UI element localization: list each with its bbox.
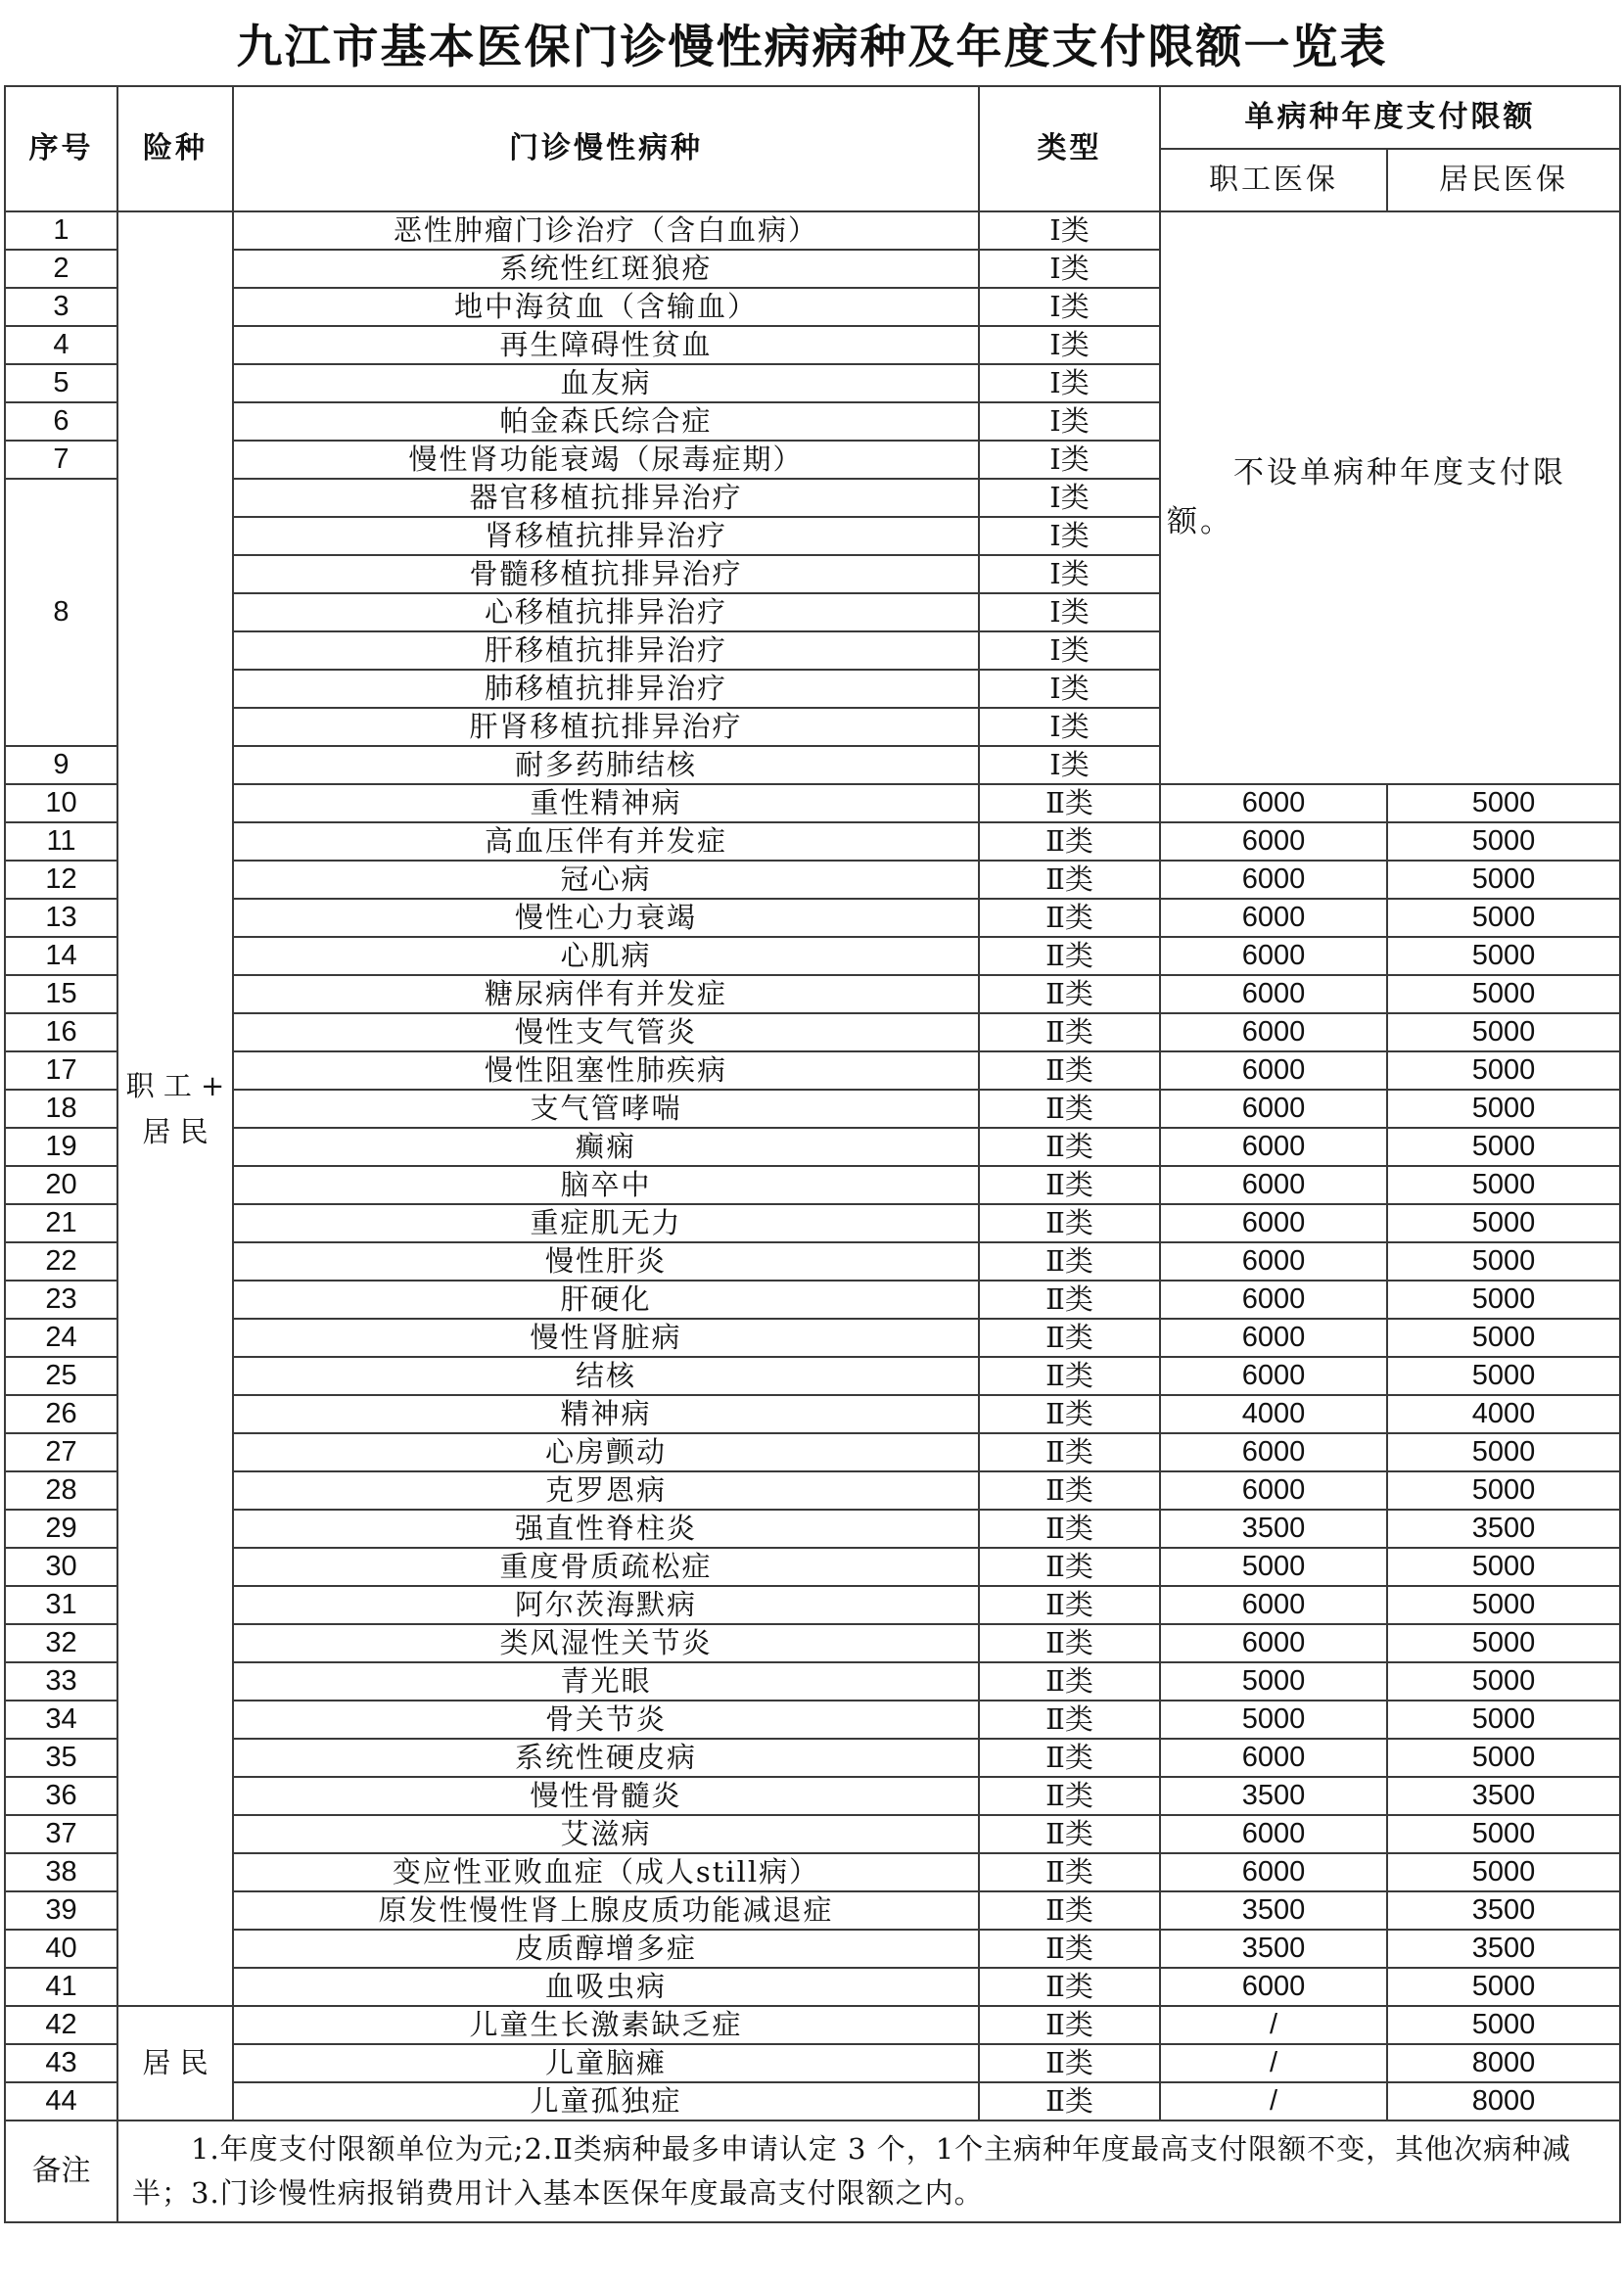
header-resident: 居民医保 bbox=[1387, 149, 1620, 211]
document-title: 九江市基本医保门诊慢性病病种及年度支付限额一览表 bbox=[236, 20, 1388, 74]
employee-limit-cell: 6000 bbox=[1160, 1471, 1387, 1510]
class-cell: Ⅱ类 bbox=[979, 1013, 1160, 1051]
disease-cell: 地中海贫血（含输血） bbox=[233, 288, 979, 326]
table-row bbox=[5, 1204, 1620, 1242]
class-cell: Ⅱ类 bbox=[979, 1242, 1160, 1281]
class-cell: Ⅱ类 bbox=[979, 1586, 1160, 1624]
table-row bbox=[5, 1777, 1620, 1815]
class-cell: Ⅱ类 bbox=[979, 1853, 1160, 1891]
table-row bbox=[5, 1395, 1620, 1433]
table-row bbox=[5, 2082, 1620, 2121]
resident-limit-cell: 5000 bbox=[1387, 1166, 1620, 1204]
resident-limit-cell: 3500 bbox=[1387, 1891, 1620, 1930]
employee-limit-cell: 3500 bbox=[1160, 1777, 1387, 1815]
table-row bbox=[5, 2044, 1620, 2082]
disease-cell: 慢性阻塞性肺疾病 bbox=[233, 1051, 979, 1090]
resident-limit-cell: 5000 bbox=[1387, 861, 1620, 899]
disease-cell: 糖尿病伴有并发症 bbox=[233, 975, 979, 1013]
disease-cell: 艾滋病 bbox=[233, 1815, 979, 1853]
employee-limit-cell: 6000 bbox=[1160, 1433, 1387, 1471]
disease-cell: 血友病 bbox=[233, 364, 979, 402]
table-row bbox=[5, 1166, 1620, 1204]
disease-cell: 重性精神病 bbox=[233, 784, 979, 822]
employee-limit-cell: / bbox=[1160, 2082, 1387, 2121]
class-cell: Ⅱ类 bbox=[979, 899, 1160, 937]
table-row bbox=[5, 1357, 1620, 1395]
class-cell: Ⅰ类 bbox=[979, 441, 1160, 479]
class-cell: Ⅰ类 bbox=[979, 326, 1160, 364]
disease-cell: 肾移植抗排异治疗 bbox=[233, 517, 979, 555]
resident-limit-cell: 5000 bbox=[1387, 1548, 1620, 1586]
resident-limit-cell: 3500 bbox=[1387, 1510, 1620, 1548]
class-cell: Ⅱ类 bbox=[979, 2082, 1160, 2121]
disease-cell: 强直性脊柱炎 bbox=[233, 1510, 979, 1548]
employee-limit-cell: 4000 bbox=[1160, 1395, 1387, 1433]
employee-limit-cell: / bbox=[1160, 2006, 1387, 2044]
table-row bbox=[5, 1624, 1620, 1662]
header-class: 类型 bbox=[979, 86, 1160, 211]
class-cell: Ⅱ类 bbox=[979, 1891, 1160, 1930]
resident-limit-cell: 3500 bbox=[1387, 1930, 1620, 1968]
seq-cell: 16 bbox=[5, 1013, 117, 1051]
table-row bbox=[5, 1242, 1620, 1281]
seq-cell: 23 bbox=[5, 1281, 117, 1319]
seq-cell: 25 bbox=[5, 1357, 117, 1395]
disease-cell: 骨髓移植抗排异治疗 bbox=[233, 555, 979, 593]
seq-cell: 41 bbox=[5, 1968, 117, 2006]
resident-limit-cell: 8000 bbox=[1387, 2082, 1620, 2121]
header-employee: 职工医保 bbox=[1160, 149, 1387, 211]
table-row bbox=[5, 1739, 1620, 1777]
employee-limit-cell: 6000 bbox=[1160, 1013, 1387, 1051]
class-cell: Ⅰ类 bbox=[979, 670, 1160, 708]
header-seq: 序号 bbox=[5, 86, 117, 211]
resident-limit-cell: 5000 bbox=[1387, 1662, 1620, 1701]
employee-limit-cell: / bbox=[1160, 2044, 1387, 2082]
table-row bbox=[5, 1319, 1620, 1357]
class-cell: Ⅱ类 bbox=[979, 822, 1160, 861]
disease-cell: 慢性肝炎 bbox=[233, 1242, 979, 1281]
disease-cell: 帕金森氏综合症 bbox=[233, 402, 979, 441]
seq-cell: 36 bbox=[5, 1777, 117, 1815]
seq-cell: 43 bbox=[5, 2044, 117, 2082]
resident-limit-cell: 8000 bbox=[1387, 2044, 1620, 2082]
seq-cell: 3 bbox=[5, 288, 117, 326]
table-row bbox=[5, 1128, 1620, 1166]
seq-cell: 27 bbox=[5, 1433, 117, 1471]
disease-cell: 重度骨质疏松症 bbox=[233, 1548, 979, 1586]
seq-cell: 2 bbox=[5, 250, 117, 288]
resident-limit-cell: 5000 bbox=[1387, 899, 1620, 937]
seq-cell: 35 bbox=[5, 1739, 117, 1777]
employee-limit-cell: 3500 bbox=[1160, 1930, 1387, 1968]
class-cell: Ⅱ类 bbox=[979, 1357, 1160, 1395]
class-cell: Ⅰ类 bbox=[979, 555, 1160, 593]
disease-cell: 慢性骨髓炎 bbox=[233, 1777, 979, 1815]
employee-limit-cell: 5000 bbox=[1160, 1548, 1387, 1586]
employee-limit-cell: 6000 bbox=[1160, 822, 1387, 861]
resident-limit-cell: 5000 bbox=[1387, 1433, 1620, 1471]
disease-cell: 肝移植抗排异治疗 bbox=[233, 631, 979, 670]
class-cell: Ⅱ类 bbox=[979, 1662, 1160, 1701]
employee-limit-cell: 6000 bbox=[1160, 1281, 1387, 1319]
employee-limit-cell: 6000 bbox=[1160, 899, 1387, 937]
class-cell: Ⅰ类 bbox=[979, 288, 1160, 326]
seq-cell: 44 bbox=[5, 2082, 117, 2121]
table-row bbox=[5, 1548, 1620, 1586]
seq-cell: 31 bbox=[5, 1586, 117, 1624]
table-row bbox=[5, 1281, 1620, 1319]
seq-cell: 1 bbox=[5, 211, 117, 250]
class-cell: Ⅰ类 bbox=[979, 211, 1160, 250]
seq-cell: 28 bbox=[5, 1471, 117, 1510]
class-cell: Ⅰ类 bbox=[979, 593, 1160, 631]
seq-cell: 6 bbox=[5, 402, 117, 441]
disease-cell: 恶性肿瘤门诊治疗（含白血病） bbox=[233, 211, 979, 250]
table-row bbox=[5, 1853, 1620, 1891]
disease-cell: 癫痫 bbox=[233, 1128, 979, 1166]
disease-cell: 耐多药肺结核 bbox=[233, 746, 979, 784]
employee-limit-cell: 6000 bbox=[1160, 1204, 1387, 1242]
resident-limit-cell: 5000 bbox=[1387, 1013, 1620, 1051]
table-row bbox=[5, 899, 1620, 937]
resident-limit-cell: 5000 bbox=[1387, 1204, 1620, 1242]
disease-cell: 高血压伴有并发症 bbox=[233, 822, 979, 861]
employee-limit-cell: 6000 bbox=[1160, 1242, 1387, 1281]
seq-cell: 39 bbox=[5, 1891, 117, 1930]
resident-limit-cell: 3500 bbox=[1387, 1777, 1620, 1815]
disease-cell: 结核 bbox=[233, 1357, 979, 1395]
class-cell: Ⅱ类 bbox=[979, 861, 1160, 899]
table-row bbox=[5, 1701, 1620, 1739]
disease-cell: 肝肾移植抗排异治疗 bbox=[233, 708, 979, 746]
table-row bbox=[5, 1433, 1620, 1471]
class-cell: Ⅱ类 bbox=[979, 2006, 1160, 2044]
header-row bbox=[5, 86, 1620, 149]
disease-cell: 再生障碍性贫血 bbox=[233, 326, 979, 364]
disease-cell: 心房颤动 bbox=[233, 1433, 979, 1471]
seq-cell: 10 bbox=[5, 784, 117, 822]
seq-cell: 21 bbox=[5, 1204, 117, 1242]
seq-cell: 15 bbox=[5, 975, 117, 1013]
seq-cell: 17 bbox=[5, 1051, 117, 1090]
class-cell: Ⅰ类 bbox=[979, 517, 1160, 555]
employee-limit-cell: 6000 bbox=[1160, 1815, 1387, 1853]
seq-cell: 4 bbox=[5, 326, 117, 364]
seq-cell: 12 bbox=[5, 861, 117, 899]
class-cell: Ⅱ类 bbox=[979, 784, 1160, 822]
disease-cell: 支气管哮喘 bbox=[233, 1090, 979, 1128]
disease-cell: 慢性肾脏病 bbox=[233, 1319, 979, 1357]
disease-cell: 阿尔茨海默病 bbox=[233, 1586, 979, 1624]
employee-limit-cell: 3500 bbox=[1160, 1510, 1387, 1548]
seq-cell: 11 bbox=[5, 822, 117, 861]
table-row bbox=[5, 1662, 1620, 1701]
class-cell: Ⅱ类 bbox=[979, 1090, 1160, 1128]
insurance-group-cell: 居 民 bbox=[117, 2006, 233, 2121]
disease-cell: 冠心病 bbox=[233, 861, 979, 899]
seq-cell: 26 bbox=[5, 1395, 117, 1433]
class-cell: Ⅰ类 bbox=[979, 479, 1160, 517]
header-insurance: 险种 bbox=[117, 86, 233, 211]
disease-cell: 青光眼 bbox=[233, 1662, 979, 1701]
disease-cell: 变应性亚败血症（成人still病） bbox=[233, 1853, 979, 1891]
employee-limit-cell: 6000 bbox=[1160, 937, 1387, 975]
class-cell: Ⅰ类 bbox=[979, 746, 1160, 784]
header-disease: 门诊慢性病种 bbox=[233, 86, 979, 211]
seq-cell: 22 bbox=[5, 1242, 117, 1281]
disease-cell: 儿童孤独症 bbox=[233, 2082, 979, 2121]
table-row bbox=[5, 1968, 1620, 2006]
resident-limit-cell: 5000 bbox=[1387, 1701, 1620, 1739]
class-cell: Ⅱ类 bbox=[979, 1510, 1160, 1548]
resident-limit-cell: 5000 bbox=[1387, 1968, 1620, 2006]
table-row bbox=[5, 1013, 1620, 1051]
class-cell: Ⅱ类 bbox=[979, 1395, 1160, 1433]
class-cell: Ⅱ类 bbox=[979, 1815, 1160, 1853]
class-cell: Ⅰ类 bbox=[979, 402, 1160, 441]
employee-limit-cell: 6000 bbox=[1160, 1586, 1387, 1624]
class-cell: Ⅰ类 bbox=[979, 631, 1160, 670]
class-cell: Ⅱ类 bbox=[979, 1930, 1160, 1968]
table-row bbox=[5, 1815, 1620, 1853]
class-cell: Ⅱ类 bbox=[979, 2044, 1160, 2082]
seq-cell: 9 bbox=[5, 746, 117, 784]
disease-cell: 类风湿性关节炎 bbox=[233, 1624, 979, 1662]
table-row bbox=[5, 1090, 1620, 1128]
employee-limit-cell: 6000 bbox=[1160, 975, 1387, 1013]
notes-label: 备注 bbox=[5, 2121, 117, 2222]
disease-cell: 系统性硬皮病 bbox=[233, 1739, 979, 1777]
table-row bbox=[5, 1510, 1620, 1548]
class-cell: Ⅱ类 bbox=[979, 1319, 1160, 1357]
class-cell: Ⅱ类 bbox=[979, 1433, 1160, 1471]
class-cell: Ⅱ类 bbox=[979, 1281, 1160, 1319]
disease-cell: 脑卒中 bbox=[233, 1166, 979, 1204]
resident-limit-cell: 5000 bbox=[1387, 1128, 1620, 1166]
table-row bbox=[5, 975, 1620, 1013]
employee-limit-cell: 5000 bbox=[1160, 1662, 1387, 1701]
seq-cell: 7 bbox=[5, 441, 117, 479]
resident-limit-cell: 5000 bbox=[1387, 1357, 1620, 1395]
class-cell: Ⅱ类 bbox=[979, 1777, 1160, 1815]
employee-limit-cell: 6000 bbox=[1160, 1319, 1387, 1357]
disease-cell: 慢性支气管炎 bbox=[233, 1013, 979, 1051]
class-cell: Ⅰ类 bbox=[979, 364, 1160, 402]
employee-limit-cell: 6000 bbox=[1160, 1357, 1387, 1395]
class-cell: Ⅱ类 bbox=[979, 975, 1160, 1013]
resident-limit-cell: 5000 bbox=[1387, 1815, 1620, 1853]
seq-cell: 33 bbox=[5, 1662, 117, 1701]
class-cell: Ⅱ类 bbox=[979, 1739, 1160, 1777]
table-row bbox=[5, 1930, 1620, 1968]
resident-limit-cell: 5000 bbox=[1387, 1739, 1620, 1777]
insurance-group-cell: 职 工 + 居 民 bbox=[117, 211, 233, 2006]
seq-cell: 42 bbox=[5, 2006, 117, 2044]
disease-cell: 肺移植抗排异治疗 bbox=[233, 670, 979, 708]
class-cell: Ⅱ类 bbox=[979, 1624, 1160, 1662]
disease-cell: 慢性心力衰竭 bbox=[233, 899, 979, 937]
employee-limit-cell: 6000 bbox=[1160, 1090, 1387, 1128]
resident-limit-cell: 4000 bbox=[1387, 1395, 1620, 1433]
disease-cell: 器官移植抗排异治疗 bbox=[233, 479, 979, 517]
seq-cell: 19 bbox=[5, 1128, 117, 1166]
resident-limit-cell: 5000 bbox=[1387, 2006, 1620, 2044]
resident-limit-cell: 5000 bbox=[1387, 1853, 1620, 1891]
class-cell: Ⅱ类 bbox=[979, 1701, 1160, 1739]
seq-cell: 37 bbox=[5, 1815, 117, 1853]
employee-limit-cell: 6000 bbox=[1160, 1853, 1387, 1891]
table-row bbox=[5, 1471, 1620, 1510]
disease-cell: 皮质醇增多症 bbox=[233, 1930, 979, 1968]
class-cell: Ⅰ类 bbox=[979, 250, 1160, 288]
employee-limit-cell: 6000 bbox=[1160, 1968, 1387, 2006]
table-row bbox=[5, 822, 1620, 861]
disease-cell: 克罗恩病 bbox=[233, 1471, 979, 1510]
table-row bbox=[5, 784, 1620, 822]
resident-limit-cell: 5000 bbox=[1387, 784, 1620, 822]
employee-limit-cell: 6000 bbox=[1160, 784, 1387, 822]
table-row bbox=[5, 937, 1620, 975]
employee-limit-cell: 6000 bbox=[1160, 1051, 1387, 1090]
header-annual-limit: 单病种年度支付限额 bbox=[1160, 86, 1620, 149]
employee-limit-cell: 3500 bbox=[1160, 1891, 1387, 1930]
employee-limit-cell: 5000 bbox=[1160, 1701, 1387, 1739]
notes-text: 1.年度支付限额单位为元;2.Ⅱ类病种最多申请认定 3 个，1个主病种年度最高支付限额不变，其他次病种减半；3.门诊慢性病报销费用计入基本医保年度最高支付限额之内。 bbox=[117, 2121, 1620, 2222]
seq-cell: 18 bbox=[5, 1090, 117, 1128]
disease-cell: 骨关节炎 bbox=[233, 1701, 979, 1739]
table-row bbox=[5, 211, 1620, 250]
no-limit-cell: 不设单病种年度支付限额。 bbox=[1160, 211, 1620, 784]
seq-cell: 29 bbox=[5, 1510, 117, 1548]
seq-cell: 8 bbox=[5, 479, 117, 746]
seq-cell: 30 bbox=[5, 1548, 117, 1586]
resident-limit-cell: 5000 bbox=[1387, 1051, 1620, 1090]
class-cell: Ⅱ类 bbox=[979, 937, 1160, 975]
resident-limit-cell: 5000 bbox=[1387, 1471, 1620, 1510]
seq-cell: 32 bbox=[5, 1624, 117, 1662]
resident-limit-cell: 5000 bbox=[1387, 1090, 1620, 1128]
disease-cell: 儿童生长激素缺乏症 bbox=[233, 2006, 979, 2044]
seq-cell: 40 bbox=[5, 1930, 117, 1968]
disease-cell: 精神病 bbox=[233, 1395, 979, 1433]
disease-cell: 血吸虫病 bbox=[233, 1968, 979, 2006]
class-cell: Ⅱ类 bbox=[979, 1968, 1160, 2006]
class-cell: Ⅱ类 bbox=[979, 1128, 1160, 1166]
seq-cell: 14 bbox=[5, 937, 117, 975]
class-cell: Ⅱ类 bbox=[979, 1166, 1160, 1204]
table-row bbox=[5, 1586, 1620, 1624]
disease-cell: 重症肌无力 bbox=[233, 1204, 979, 1242]
employee-limit-cell: 6000 bbox=[1160, 1624, 1387, 1662]
disease-cell: 肝硬化 bbox=[233, 1281, 979, 1319]
disease-cell: 儿童脑瘫 bbox=[233, 2044, 979, 2082]
employee-limit-cell: 6000 bbox=[1160, 1166, 1387, 1204]
disease-cell: 慢性肾功能衰竭（尿毒症期） bbox=[233, 441, 979, 479]
class-cell: Ⅱ类 bbox=[979, 1204, 1160, 1242]
table-row bbox=[5, 861, 1620, 899]
resident-limit-cell: 5000 bbox=[1387, 1319, 1620, 1357]
employee-limit-cell: 6000 bbox=[1160, 861, 1387, 899]
resident-limit-cell: 5000 bbox=[1387, 1242, 1620, 1281]
seq-cell: 38 bbox=[5, 1853, 117, 1891]
notes-row bbox=[5, 2121, 1620, 2222]
table-row bbox=[5, 1051, 1620, 1090]
disease-cell: 心移植抗排异治疗 bbox=[233, 593, 979, 631]
seq-cell: 20 bbox=[5, 1166, 117, 1204]
class-cell: Ⅱ类 bbox=[979, 1471, 1160, 1510]
resident-limit-cell: 5000 bbox=[1387, 1586, 1620, 1624]
seq-cell: 13 bbox=[5, 899, 117, 937]
table-row bbox=[5, 2006, 1620, 2044]
employee-limit-cell: 6000 bbox=[1160, 1128, 1387, 1166]
class-cell: Ⅱ类 bbox=[979, 1051, 1160, 1090]
employee-limit-cell: 6000 bbox=[1160, 1739, 1387, 1777]
resident-limit-cell: 5000 bbox=[1387, 937, 1620, 975]
disease-cell: 原发性慢性肾上腺皮质功能减退症 bbox=[233, 1891, 979, 1930]
seq-cell: 34 bbox=[5, 1701, 117, 1739]
seq-cell: 24 bbox=[5, 1319, 117, 1357]
resident-limit-cell: 5000 bbox=[1387, 975, 1620, 1013]
resident-limit-cell: 5000 bbox=[1387, 822, 1620, 861]
resident-limit-cell: 5000 bbox=[1387, 1624, 1620, 1662]
disease-cell: 心肌病 bbox=[233, 937, 979, 975]
disease-limit-table bbox=[4, 85, 1621, 2223]
seq-cell: 5 bbox=[5, 364, 117, 402]
class-cell: Ⅰ类 bbox=[979, 708, 1160, 746]
class-cell: Ⅱ类 bbox=[979, 1548, 1160, 1586]
resident-limit-cell: 5000 bbox=[1387, 1281, 1620, 1319]
table-row bbox=[5, 1891, 1620, 1930]
disease-cell: 系统性红斑狼疮 bbox=[233, 250, 979, 288]
